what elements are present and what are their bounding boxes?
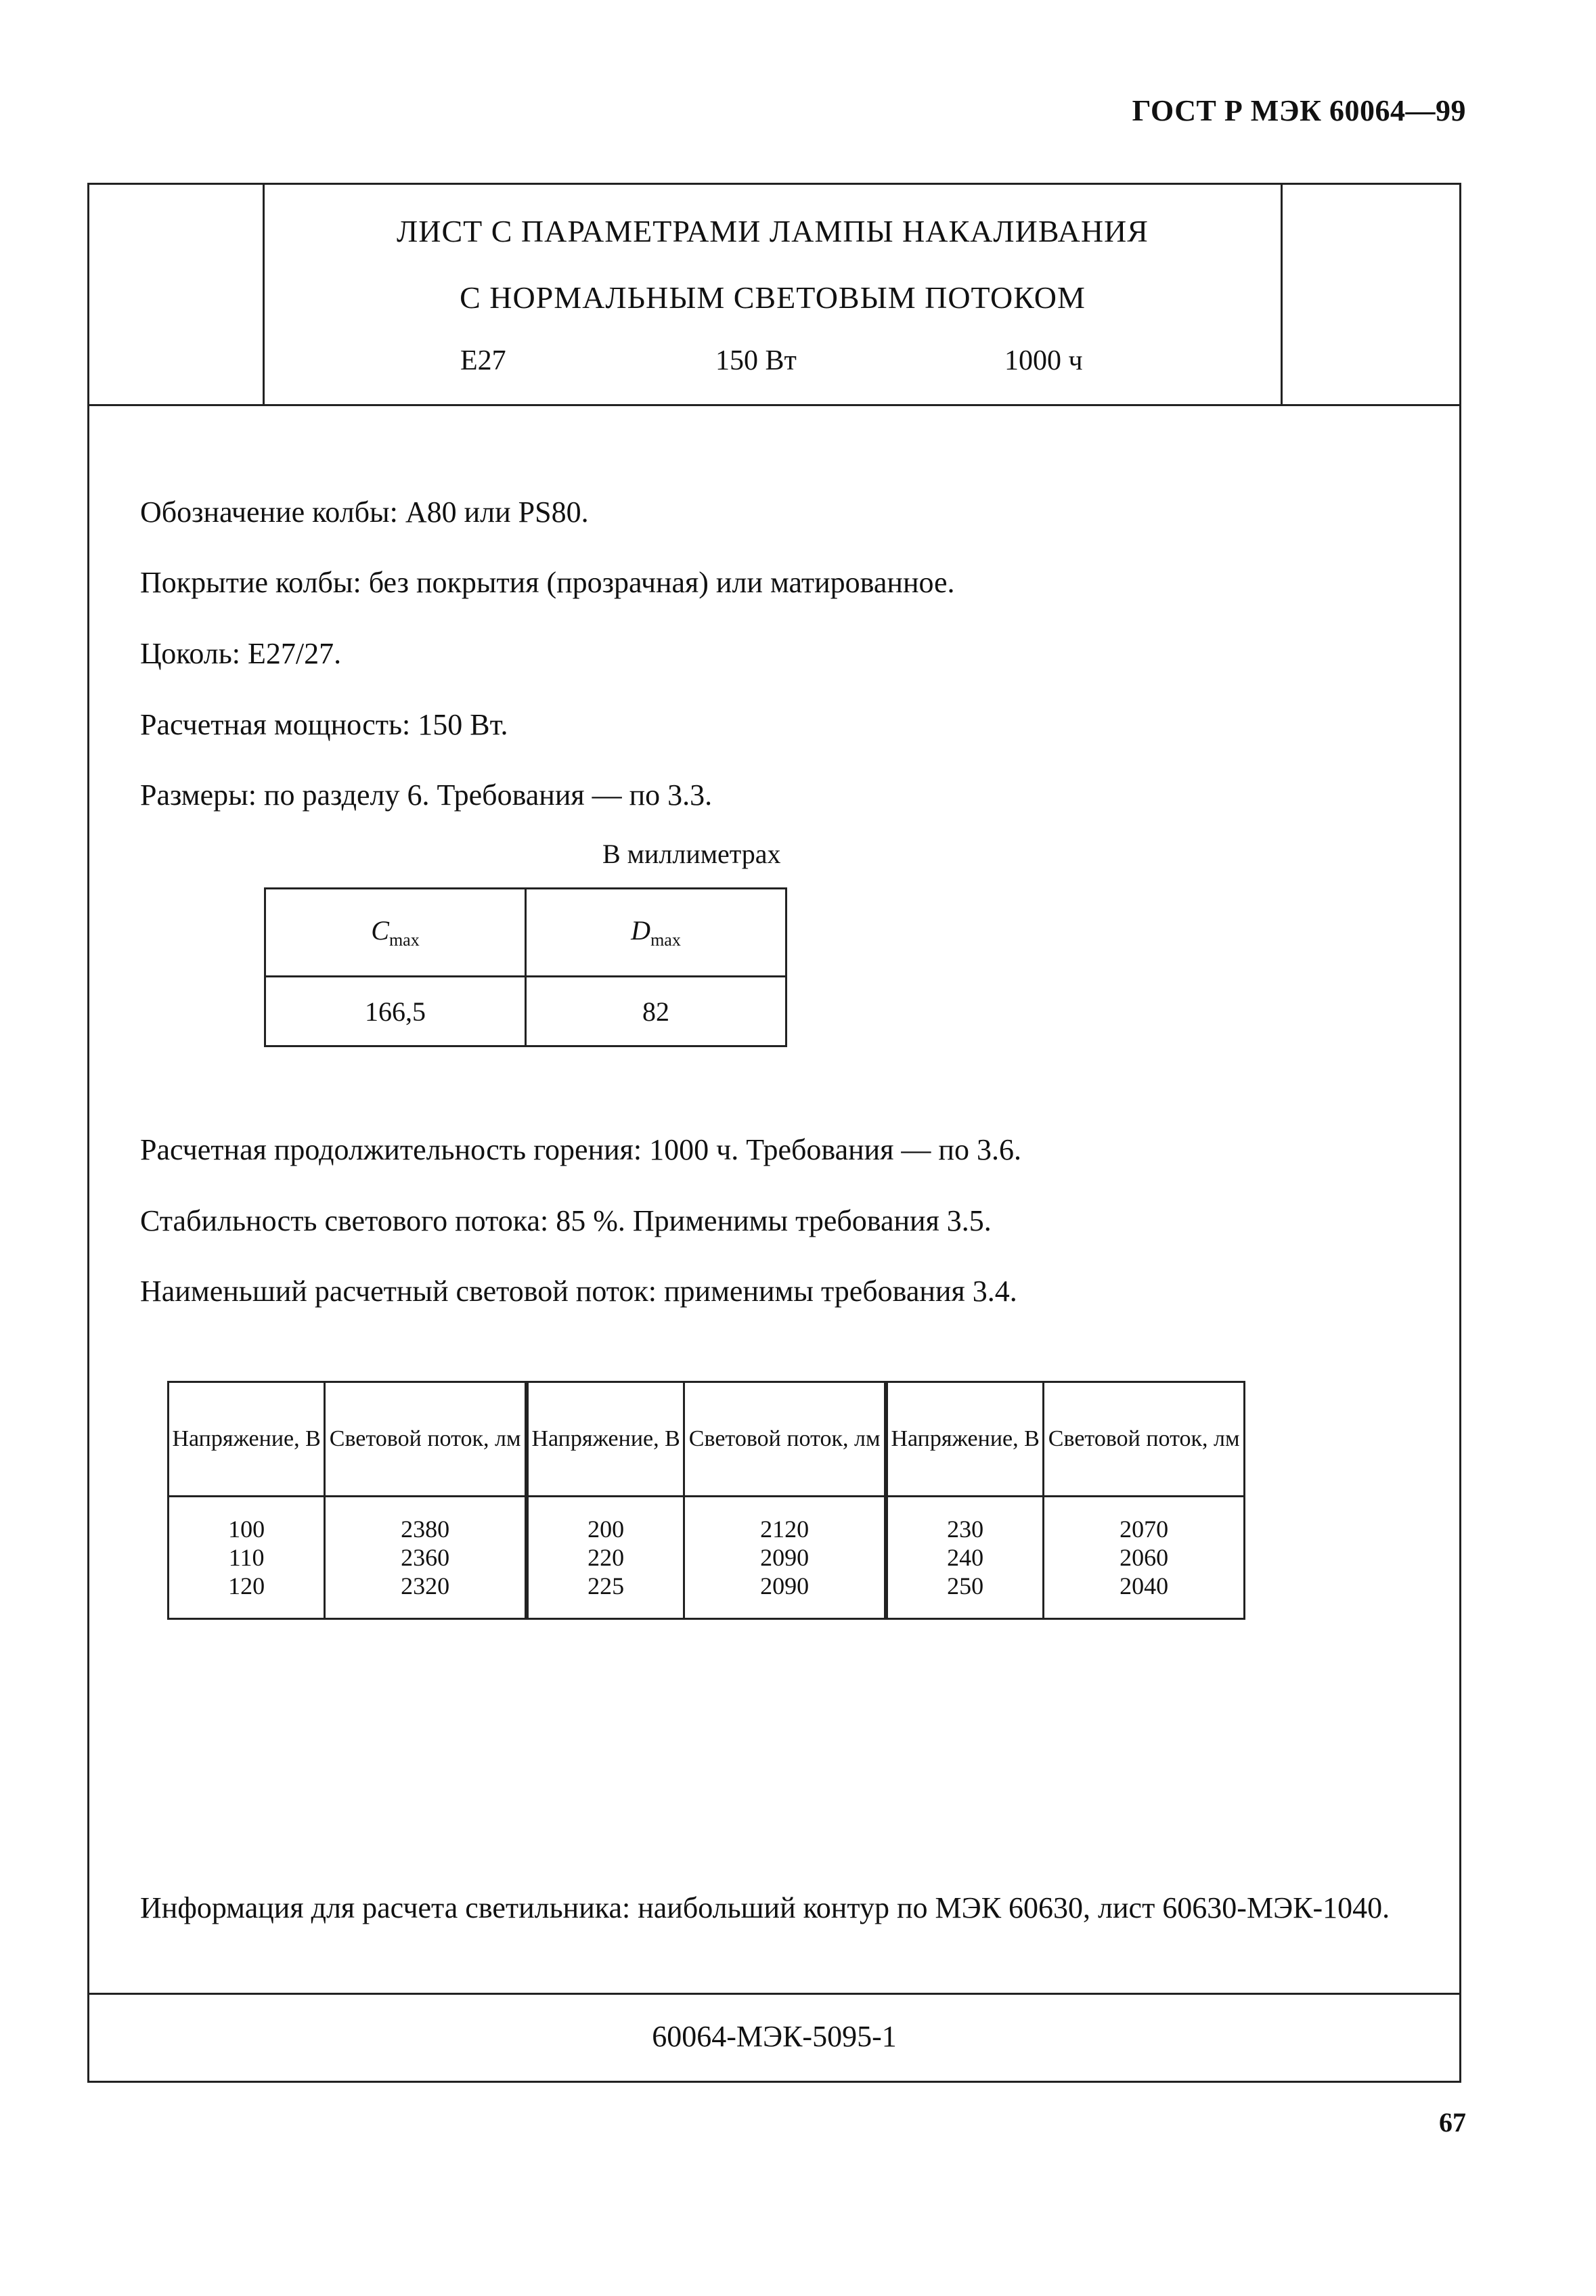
param-bulb-coating: Покрытие колбы: без покрытия (прозрачная) или матированное. [140, 566, 955, 599]
sheet-title-line-2: С НОРМАЛЬНЫМ СВЕТОВЫМ ПОТОКОМ [460, 280, 1086, 315]
dimensions-table [264, 887, 787, 1047]
flux-cell [169, 1497, 325, 1619]
flux-header: Напряжение, В [169, 1382, 325, 1497]
lamp-power: 150 Вт [715, 345, 797, 376]
param-bulb-designation: Обозначение колбы: A80 или PS80. [140, 495, 589, 529]
flux-value: 100 [228, 1516, 265, 1543]
flux-value: 250 [947, 1572, 984, 1599]
flux-value: 120 [228, 1572, 265, 1599]
flux-value: 2120 [760, 1516, 810, 1543]
flux-cell [1044, 1497, 1245, 1619]
flux-value: 220 [588, 1544, 625, 1571]
dim-header-c: $C_{max}$ [265, 889, 526, 977]
param-dimensions: Размеры: по разделу 6. Требования — по 3.3. [140, 778, 713, 812]
param-rated-wattage: Расчетная мощность: 150 Вт. [140, 708, 508, 741]
standard-header: ГОСТ Р МЭК 60064—99 [1132, 94, 1466, 127]
lamp-base-type: E27 [460, 345, 506, 376]
flux-value: 2090 [760, 1572, 810, 1599]
flux-value: 200 [588, 1516, 625, 1543]
flux-table-data-row [169, 1497, 1245, 1619]
dim-header-d: $D_{max}$ [526, 889, 786, 977]
flux-header: Световой поток, лм [1044, 1382, 1245, 1497]
flux-cell [684, 1497, 886, 1619]
flux-value: 225 [588, 1572, 625, 1599]
luminaire-design-info: Информация для расчета светильника: наибольший контур по МЭК 60630, лист 60630-МЭК-1040. [140, 1891, 1390, 1924]
flux-table-header-row [169, 1382, 1245, 1497]
flux-value: 2380 [401, 1516, 450, 1543]
req-life: Расчетная продолжительность горения: 1000 ч. Требования — по 3.6. [140, 1133, 1021, 1166]
flux-value: 2360 [401, 1544, 450, 1571]
flux-value: 110 [228, 1544, 265, 1571]
flux-value: 2320 [401, 1572, 450, 1599]
param-cap: Цоколь: E27/27. [140, 637, 342, 670]
dim-value-d: 82 [526, 977, 786, 1046]
units-note: В миллиметрах [602, 839, 781, 869]
flux-value: 2090 [760, 1544, 810, 1571]
dim-value-c: 166,5 [265, 977, 526, 1046]
flux-value: 240 [947, 1544, 984, 1571]
page-number: 67 [1439, 2107, 1466, 2138]
req-flux-stability: Стабильность светового потока: 85 %. Применимы требования 3.5. [140, 1204, 992, 1237]
data-sheet-frame [87, 183, 1461, 2083]
voltage-flux-table [167, 1381, 1245, 1620]
flux-value: 2060 [1120, 1544, 1169, 1571]
title-left-cell [89, 185, 265, 404]
flux-value: 2070 [1120, 1516, 1169, 1543]
flux-value: 2040 [1120, 1572, 1169, 1599]
flux-header: Напряжение, В [527, 1382, 684, 1497]
title-right-cell [1281, 185, 1459, 404]
flux-header: Световой поток, лм [325, 1382, 527, 1497]
flux-value: 230 [947, 1516, 984, 1543]
req-min-flux: Наименьший расчетный световой поток: применимы требования 3.4. [140, 1275, 1017, 1308]
lamp-life: 1000 ч [1004, 345, 1083, 376]
sheet-code: 60064-МЭК-5095-1 [89, 1993, 1459, 2081]
flux-cell [325, 1497, 527, 1619]
title-block [89, 185, 1459, 406]
flux-header: Световой поток, лм [684, 1382, 886, 1497]
flux-cell [527, 1497, 684, 1619]
flux-header: Напряжение, В [886, 1382, 1044, 1497]
flux-cell [886, 1497, 1044, 1619]
sheet-title-line-1: ЛИСТ С ПАРАМЕТРАМИ ЛАМПЫ НАКАЛИВАНИЯ [397, 214, 1149, 248]
